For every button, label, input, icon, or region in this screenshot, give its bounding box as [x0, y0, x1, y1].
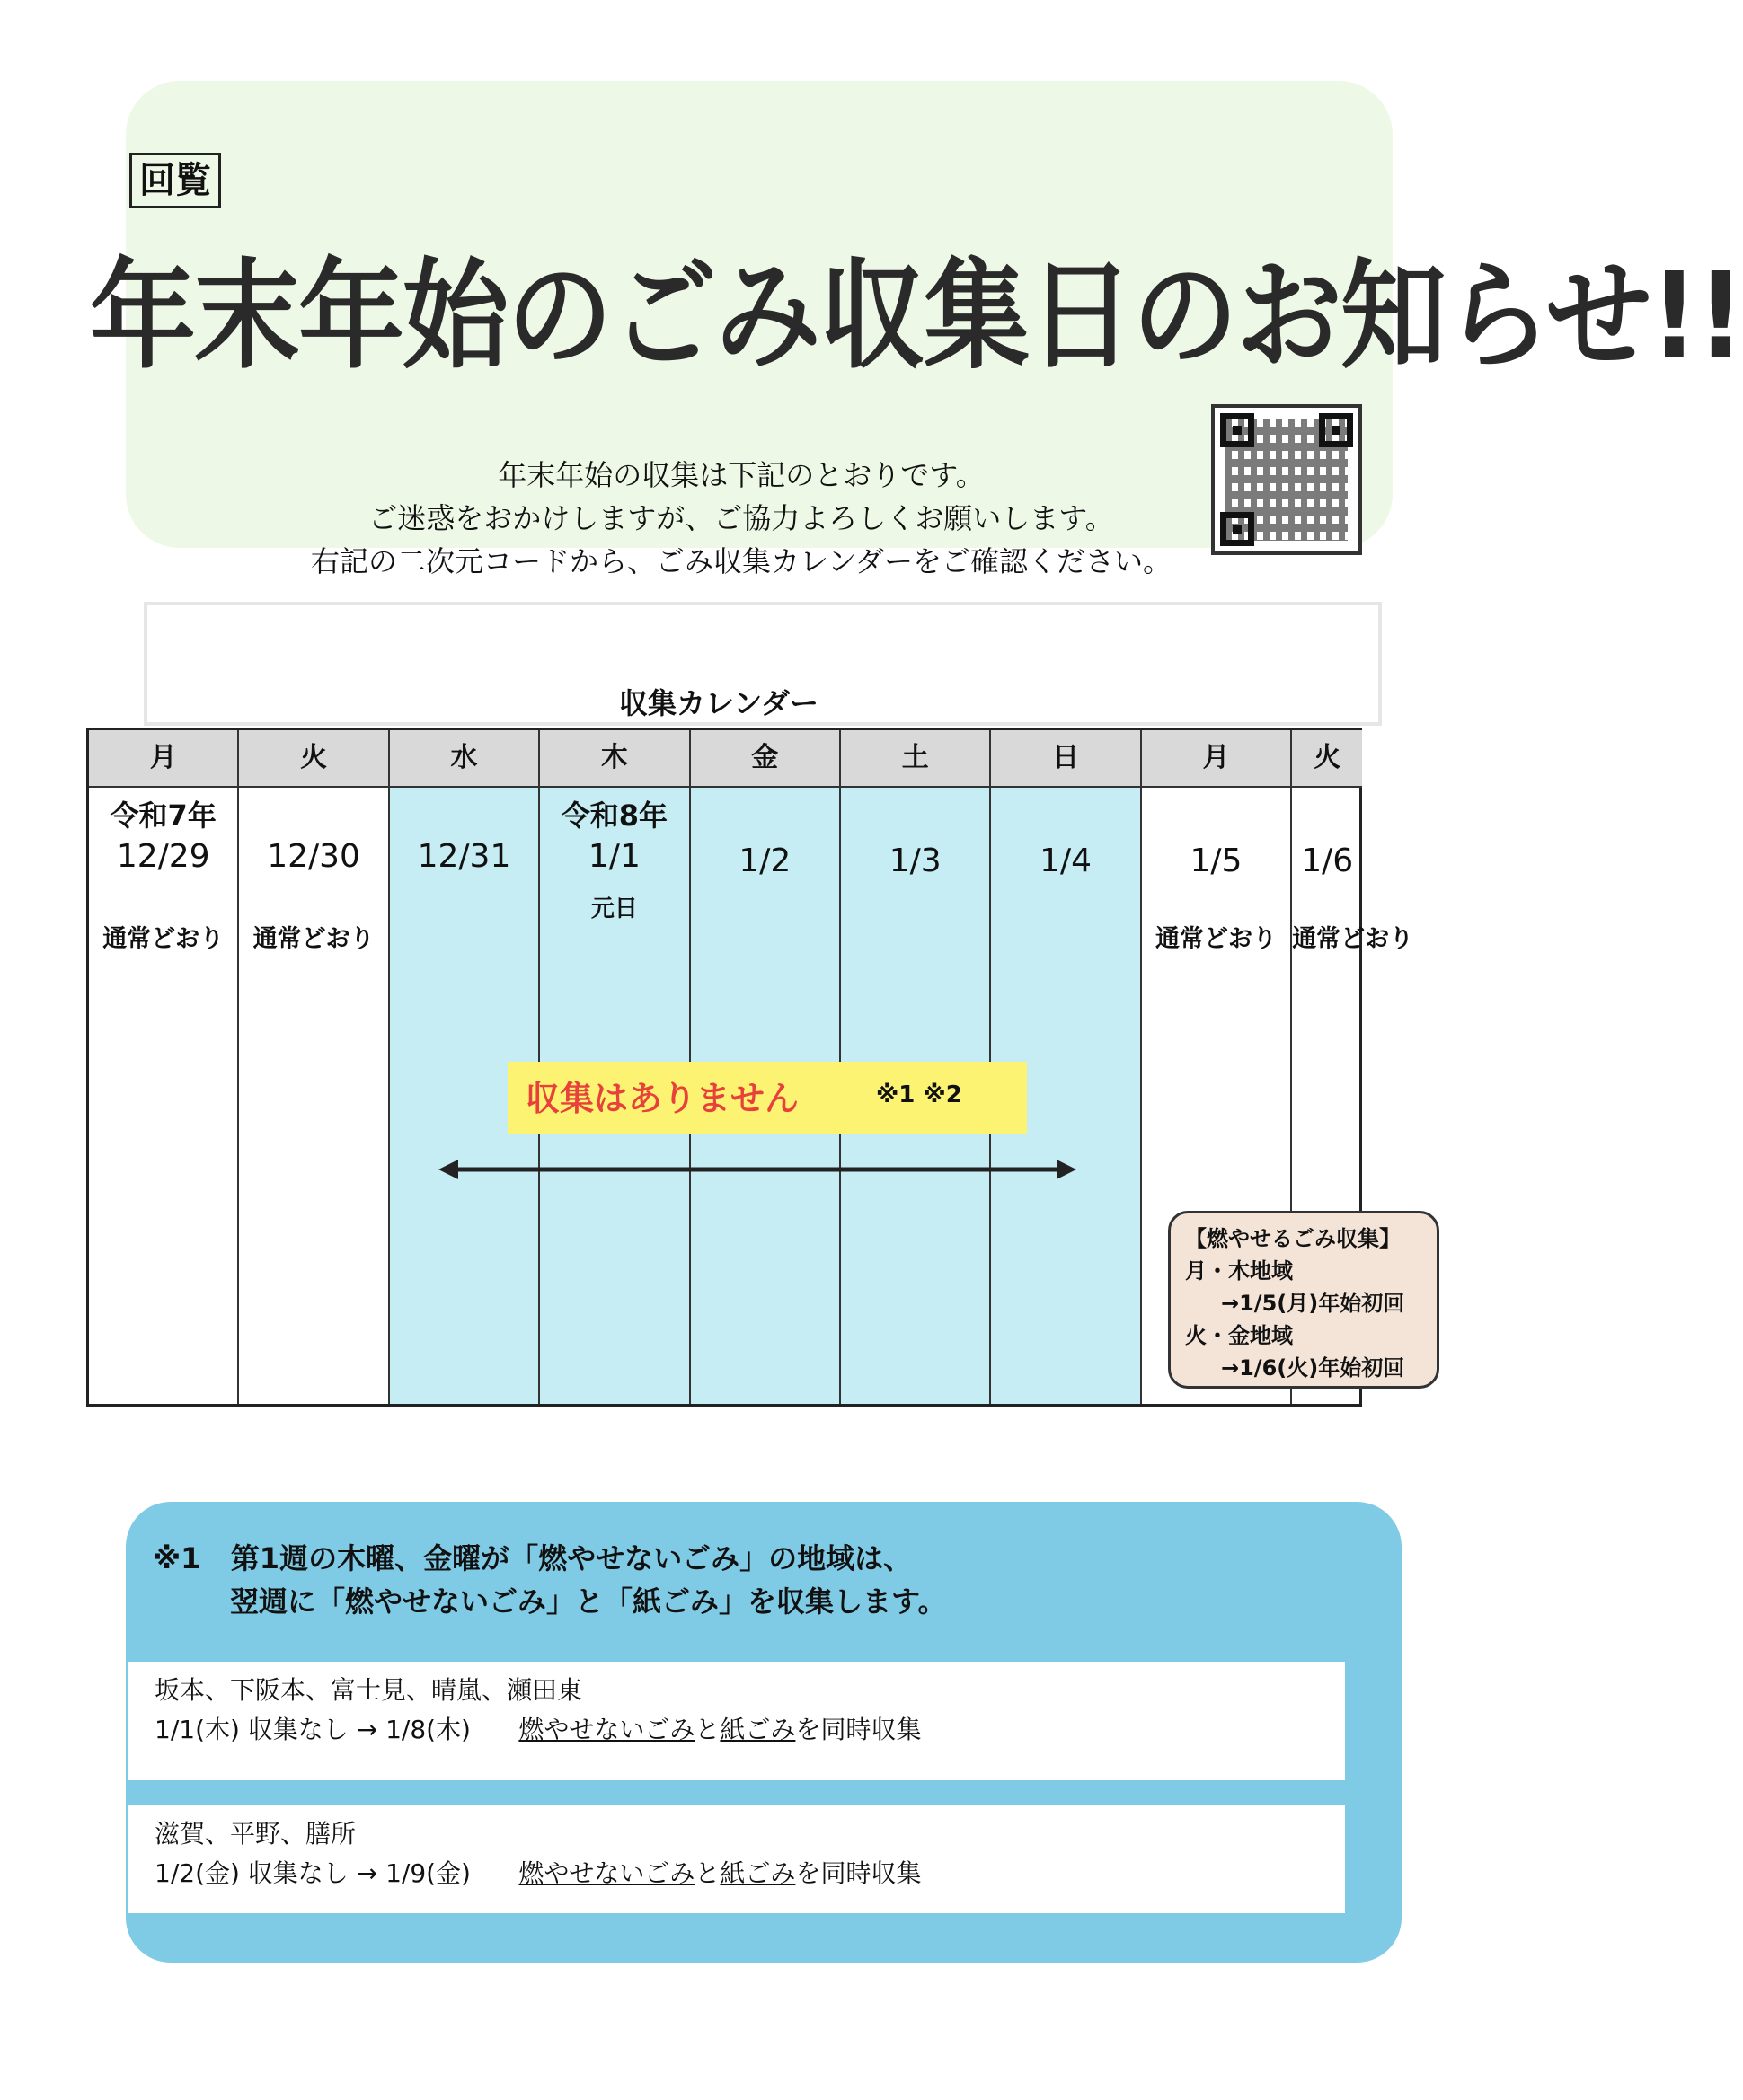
date-label: 1/5 — [1190, 843, 1243, 879]
joiner: と — [695, 1858, 721, 1888]
intro-text — [270, 454, 1213, 583]
collect-together: を同時収集 — [795, 1858, 922, 1888]
date-label: 12/31 — [417, 838, 511, 875]
qr-finder-pattern — [1220, 413, 1254, 447]
weekday-header: 水 — [390, 730, 538, 788]
date-label: 1/3 — [889, 843, 942, 879]
period-arrow-icon — [438, 1156, 1076, 1183]
no-collection-footnotes: ※1 ※2 — [876, 1081, 962, 1108]
area-names: 滋賀、平野、膳所 — [155, 1819, 357, 1849]
collect-together: を同時収集 — [795, 1715, 922, 1744]
circulation-badge: 回覧 — [129, 153, 221, 208]
intro-line: ご迷惑をおかけしますが、ご協力よろしくお願いします。 — [368, 501, 1114, 535]
intro-line: 右記の二次元コードから、ごみ収集カレンダーをご確認ください。 — [311, 544, 1172, 578]
weekday-header: 金 — [691, 730, 839, 788]
weekday-header: 火 — [239, 730, 387, 788]
burnable-title: 【燃やせるごみ収集】 — [1185, 1226, 1401, 1251]
weekday-header: 月 — [1142, 730, 1290, 788]
note-mark: ※1 — [153, 1541, 201, 1575]
schedule-note: 通常どおり — [1292, 925, 1414, 953]
no-collection-text: 収集はありません — [526, 1079, 800, 1118]
date-label: 1/2 — [739, 843, 792, 879]
burnable-start: →1/5(月)年始初回 — [1221, 1291, 1405, 1316]
date-label: 12/29 — [116, 838, 210, 875]
item-nonburnable: 燃やせないごみ — [518, 1858, 695, 1888]
burnable-waste-box — [1168, 1211, 1439, 1389]
weekday-header: 木 — [540, 730, 688, 788]
calendar-column — [89, 730, 239, 1404]
skip-date: 1/1(木) 収集なし → 1/8(木) — [155, 1715, 471, 1744]
note-text: 第1週の木曜、金曜が「燃やせないごみ」の地域は、 — [230, 1541, 913, 1575]
area-block — [128, 1662, 1345, 1780]
schedule-note: 通常どおり — [1155, 925, 1277, 953]
date-label: 1/6 — [1301, 843, 1354, 879]
area-schedule — [155, 1710, 1318, 1750]
weekday-header: 月 — [89, 730, 237, 788]
date-label: 1/4 — [1040, 843, 1093, 879]
calendar-column — [239, 730, 389, 1404]
date-label: 1/1 — [588, 838, 641, 875]
weekday-header: 火 — [1292, 730, 1362, 788]
burnable-area: 月・木地域 — [1185, 1258, 1293, 1284]
area-schedule — [155, 1854, 1318, 1893]
intro-line: 年末年始の収集は下記のとおりです。 — [498, 458, 985, 492]
no-collection-banner — [508, 1062, 1027, 1134]
note-heading — [153, 1536, 912, 1577]
date-label: 12/30 — [267, 838, 360, 875]
burnable-start: →1/6(火)年始初回 — [1221, 1355, 1405, 1381]
qr-finder-pattern — [1319, 413, 1353, 447]
schedule-note: 通常どおり — [252, 925, 375, 953]
era-label: 令和8年 — [561, 799, 668, 833]
schedule-note: 通常どおり — [102, 925, 225, 953]
calendar-title: 収集カレンダー — [619, 686, 818, 720]
area-names: 坂本、下阪本、富士見、晴嵐、瀬田東 — [155, 1675, 583, 1705]
holiday-label: 元日 — [590, 896, 638, 922]
weekday-header: 土 — [841, 730, 989, 788]
item-paper: 紙ごみ — [720, 1715, 796, 1744]
qr-finder-pattern — [1220, 512, 1254, 546]
page-title: 年末年始のごみ収集日のお知らせ!! — [90, 246, 1743, 385]
era-label: 令和7年 — [110, 799, 217, 833]
item-nonburnable: 燃やせないごみ — [518, 1715, 695, 1744]
burnable-area: 火・金地域 — [1185, 1323, 1293, 1348]
skip-date: 1/2(金) 収集なし → 1/9(金) — [155, 1858, 471, 1888]
item-paper: 紙ごみ — [720, 1858, 796, 1888]
qr-code-icon[interactable] — [1211, 404, 1362, 555]
note-text: 翌週に「燃やせないごみ」と「紙ごみ」を収集します。 — [230, 1584, 947, 1619]
area-block — [128, 1805, 1345, 1913]
weekday-header: 日 — [991, 730, 1139, 788]
joiner: と — [695, 1715, 721, 1744]
